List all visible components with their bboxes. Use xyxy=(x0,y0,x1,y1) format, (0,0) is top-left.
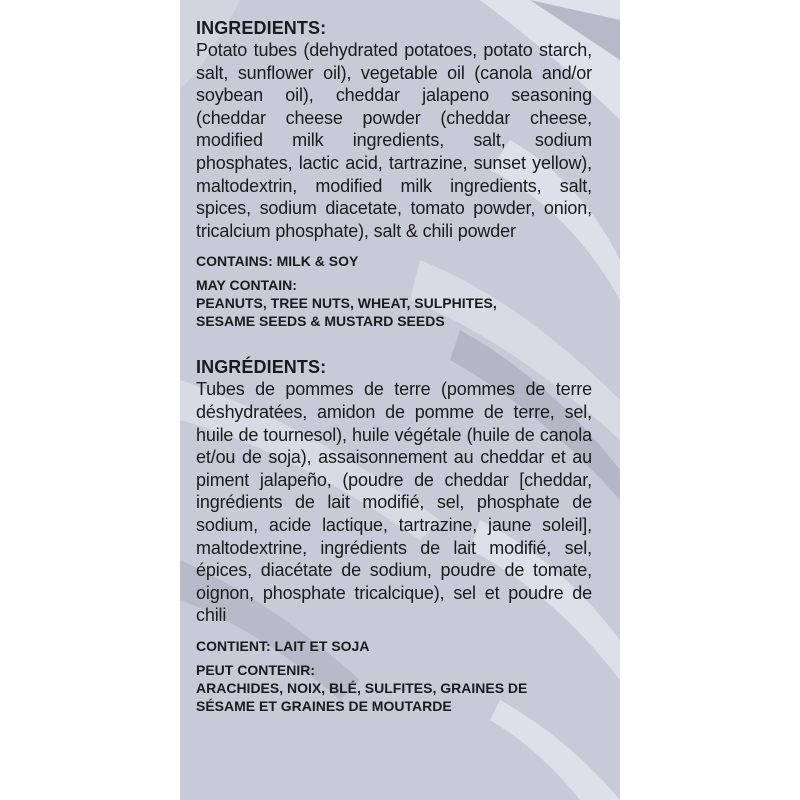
may-contain-line1-fr: ARACHIDES, NOIX, BLÉ, SULFITES, GRAINES DE xyxy=(196,679,528,696)
label-content xyxy=(196,17,592,715)
ingredients-text-fr: Tubes de pommes de terre (pommes de terre déshydratées, amidon de pomme de terre, sel, huile de tournesol), huile végétale (huile de canola et/ou de soja), assaisonnement au cheddar et au piment jalapeño, (poudre de cheddar [cheddar, ingrédients de lait modifié, sel, phosphate de sodium, acide lactique, tartrazine, jaune soleil], maltodextrine, ingrédients de lait modifié, sel, épices, diacétate de sodium, poudre de tomate, oignon, phosphate tricalcique), sel et poudre de chili xyxy=(196,379,592,626)
english-section xyxy=(196,17,592,330)
contains-statement-en: CONTAINS: MILK & SOY xyxy=(196,253,359,270)
may-contain-line2-fr: SÉSAME ET GRAINES DE MOUTARDE xyxy=(196,697,452,714)
ingredients-text-en: Potato tubes (dehydrated potatoes, potato starch, salt, sunflower oil), vegetable oil (canola and/or soybean oil), cheddar jalapeno seasoning (cheddar cheese powder (cheddar cheese, modified milk ingredients, salt, sodium phosphates, lactic acid, tartrazine, sunset yellow), maltodextrin, modified milk ingredients, salt, spices, sodium diacetate, tomato powder, onion, tricalcium phosphate), salt & chili powder xyxy=(196,40,592,241)
may-contain-heading-fr: PEUT CONTENIR: xyxy=(196,661,315,678)
ingredient-label-panel xyxy=(180,0,620,800)
contains-statement-fr: CONTIENT: LAIT ET SOJA xyxy=(196,637,370,654)
french-section xyxy=(196,356,592,715)
ingredients-heading-fr: INGRÉDIENTS: xyxy=(196,357,327,378)
may-contain-line2-en: SESAME SEEDS & MUSTARD SEEDS xyxy=(196,313,445,330)
ingredients-heading-en: INGREDIENTS: xyxy=(196,18,327,38)
may-contain-heading-en: MAY CONTAIN: xyxy=(196,277,297,294)
may-contain-line1-en: PEANUTS, TREE NUTS, WHEAT, SULPHITES, xyxy=(196,295,497,312)
